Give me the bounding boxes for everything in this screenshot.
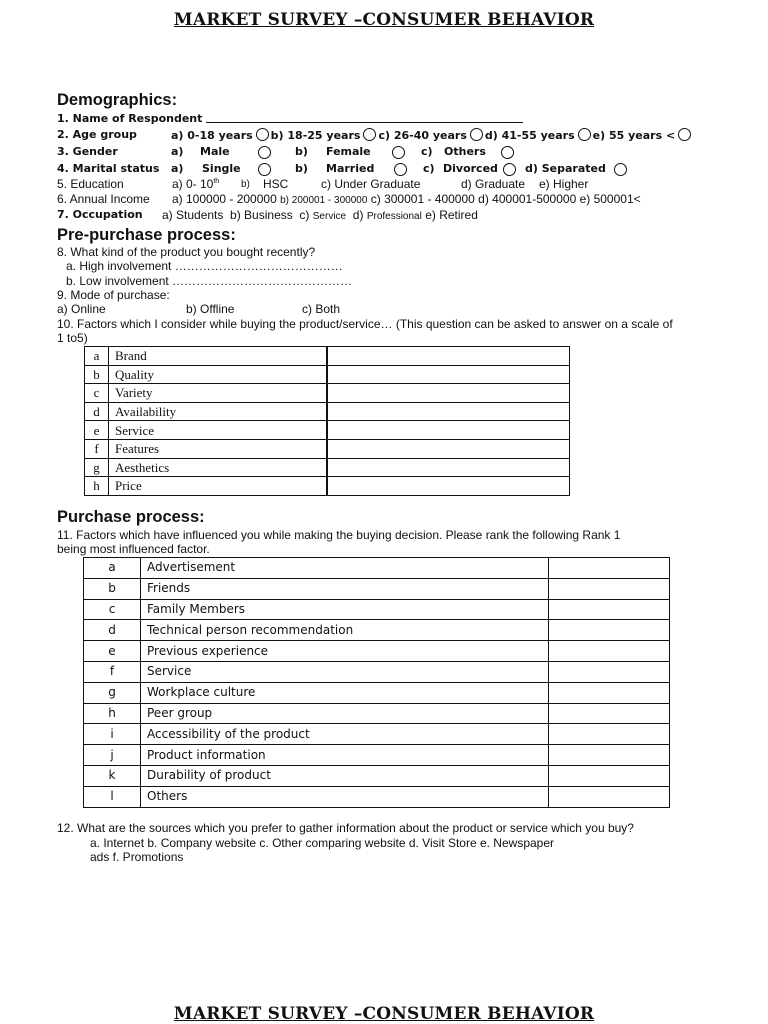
q11-row [84, 620, 670, 641]
q11-row [84, 724, 670, 745]
q9-option-both[interactable]: c) Both [302, 302, 341, 316]
marital-radio-married[interactable] [394, 163, 407, 176]
education-option-b: HSC [263, 177, 289, 191]
q10-row [85, 477, 570, 496]
q12-text-line1: 12. What are the sources which you prefer to gather information about the product or service which you buy? [57, 821, 634, 835]
q8-text: 8. What kind of the product you bought recently? [57, 245, 316, 259]
q11-factor: Product information [141, 745, 549, 766]
q11-letter: a [84, 558, 141, 579]
education-opt-b-letter: b) [241, 179, 250, 190]
marital-radio-separated[interactable] [614, 163, 627, 176]
q10-row [85, 439, 570, 458]
age-option-a: a) 0-18 years [171, 129, 253, 142]
q10-row [85, 365, 570, 384]
q10-answer-cell[interactable] [327, 402, 570, 421]
q11-row [84, 599, 670, 620]
q10-answer-cell[interactable] [327, 458, 570, 477]
age-radio-a[interactable] [256, 128, 269, 141]
q10-text-line1: 10. Factors which I consider while buying the product/service… (This question can be asked to answer on a scale of [57, 317, 673, 331]
q11-factor: Technical person recommendation [141, 620, 549, 641]
q11-factor: Durability of product [141, 765, 549, 786]
q10-text-line2: 1 to5) [57, 331, 88, 345]
q10-factor: Price [109, 477, 328, 496]
q10-row [85, 458, 570, 477]
q10-letter: g [85, 458, 109, 477]
income-options [172, 192, 641, 206]
age-radio-d[interactable] [578, 128, 591, 141]
occupation-options: a) Students b) Business c) Service d) Professional e) Retired [162, 208, 478, 222]
q10-letter: h [85, 477, 109, 496]
marital-opt-a-letter: a) [171, 162, 184, 175]
marital-opt-c-letter: c) [423, 162, 435, 175]
q11-row [84, 558, 670, 579]
q8-option-b[interactable]: b. Low involvement ……………………………………… [66, 274, 353, 288]
q11-letter: l [84, 786, 141, 807]
q11-answer-cell[interactable] [549, 745, 670, 766]
age-radio-b[interactable] [363, 128, 376, 141]
occupation-option-b: b) Business [230, 208, 293, 222]
gender-radio-male[interactable] [258, 146, 271, 159]
gender-opt-b-letter: b) [295, 145, 308, 158]
income-options-c-e: c) 300001 - 400000 d) 400001-500000 e) 500001< [370, 192, 641, 206]
q11-letter: c [84, 599, 141, 620]
q10-answer-cell[interactable] [327, 439, 570, 458]
q11-factor: Workplace culture [141, 682, 549, 703]
income-option-b: b) 200001 - 300000 [280, 195, 368, 206]
q11-factor: Others [141, 786, 549, 807]
q11-answer-cell[interactable] [549, 703, 670, 724]
q11-row [84, 661, 670, 682]
occupation-option-e: e) Retired [425, 208, 478, 222]
occupation-option-d: Professional [366, 211, 422, 222]
gender-option-others: Others [444, 145, 486, 158]
q10-letter: c [85, 384, 109, 403]
q10-row [85, 384, 570, 403]
q11-factor: Family Members [141, 599, 549, 620]
q10-row [85, 421, 570, 440]
q12-text-line2: a. Internet b. Company website c. Other comparing website d. Visit Store e. Newspaper [90, 836, 555, 850]
q11-factor: Accessibility of the product [141, 724, 549, 745]
q11-letter: h [84, 703, 141, 724]
q11-letter: d [84, 620, 141, 641]
q10-letter: e [85, 421, 109, 440]
q10-answer-cell[interactable] [327, 477, 570, 496]
gender-option-female: Female [326, 145, 371, 158]
name-row [57, 112, 523, 125]
q11-letter: j [84, 745, 141, 766]
gender-opt-a-letter: a) [171, 145, 184, 158]
education-label: 5. Education [57, 177, 124, 191]
q10-answer-cell[interactable] [327, 421, 570, 440]
gender-radio-female[interactable] [392, 146, 405, 159]
footer-title: MARKET SURVEY –CONSUMER BEHAVIOR [173, 1004, 595, 1024]
q11-answer-cell[interactable] [549, 641, 670, 662]
q10-answer-cell[interactable] [327, 347, 570, 366]
q12-text-line3: ads f. Promotions [90, 850, 184, 864]
q11-answer-cell[interactable] [549, 682, 670, 703]
q11-answer-cell[interactable] [549, 599, 670, 620]
q10-factor: Variety [109, 384, 328, 403]
gender-label: 3. Gender [57, 145, 118, 158]
q11-row [84, 765, 670, 786]
education-option-c: c) Under Graduate [321, 177, 421, 191]
q10-factor: Aesthetics [109, 458, 328, 477]
q11-answer-cell[interactable] [549, 620, 670, 641]
occupation-label: 7. Occupation [57, 208, 143, 221]
age-label: 2. Age group [57, 128, 137, 141]
q11-answer-cell[interactable] [549, 661, 670, 682]
age-option-e: e) 55 years < [592, 129, 676, 142]
q10-factors-table [84, 346, 570, 496]
q11-row [84, 786, 670, 807]
q10-answer-cell[interactable] [327, 384, 570, 403]
q11-letter: i [84, 724, 141, 745]
q9-text: 9. Mode of purchase: [57, 288, 170, 302]
age-option-d: d) 41-55 years [484, 129, 575, 142]
q11-factor: Friends [141, 578, 549, 599]
q9-option-offline[interactable]: b) Offline [186, 302, 235, 316]
name-label: 1. Name of Respondent [57, 112, 203, 125]
q10-letter: a [85, 347, 109, 366]
age-radio-c[interactable] [470, 128, 483, 141]
q11-answer-cell[interactable] [549, 724, 670, 745]
q10-letter: b [85, 365, 109, 384]
gender-option-male: Male [200, 145, 230, 158]
q10-factor: Quality [109, 365, 328, 384]
q11-letter: b [84, 578, 141, 599]
q11-factor: Peer group [141, 703, 549, 724]
marital-opt-b-letter: b) [295, 162, 308, 175]
q10-factor: Features [109, 439, 328, 458]
q8-option-a[interactable]: a. High involvement …………………………………… [66, 259, 343, 273]
q10-factor: Service [109, 421, 328, 440]
age-option-b: b) 18-25 years [270, 129, 361, 142]
education-option-e: e) Higher [539, 177, 589, 191]
income-option-a: a) 100000 - 200000 [172, 192, 277, 206]
q10-answer-cell[interactable] [327, 365, 570, 384]
q10-row [85, 347, 570, 366]
marital-label: 4. Marital status [57, 162, 160, 175]
occupation-option-a: a) Students [162, 208, 224, 222]
q10-letter: d [85, 402, 109, 421]
marital-radio-divorced[interactable] [503, 163, 516, 176]
q9-option-online[interactable]: a) Online [57, 302, 106, 316]
pre-purchase-heading: Pre-purchase process: [57, 226, 236, 244]
marital-option-divorced: Divorced [443, 162, 498, 175]
q11-row [84, 641, 670, 662]
q11-row [84, 682, 670, 703]
income-label: 6. Annual Income [57, 192, 150, 206]
q11-factor: Advertisement [141, 558, 549, 579]
occupation-option-c: Service [312, 211, 347, 222]
marital-option-separated: d) Separated [525, 162, 606, 175]
q11-letter: k [84, 765, 141, 786]
age-option-c: c) 26-40 years [378, 129, 467, 142]
q11-row [84, 578, 670, 599]
q10-factor: Availability [109, 402, 328, 421]
name-input-line[interactable] [206, 122, 523, 123]
q11-answer-cell[interactable] [549, 558, 670, 579]
q11-row [84, 745, 670, 766]
marital-option-single: Single [202, 162, 241, 175]
purchase-heading: Purchase process: [57, 508, 205, 526]
q11-answer-cell[interactable] [549, 765, 670, 786]
marital-option-married: Married [326, 162, 375, 175]
q10-row [85, 402, 570, 421]
gender-radio-others[interactable] [501, 146, 514, 159]
q11-text-line2: being most influenced factor. [57, 542, 210, 556]
gender-opt-c-letter: c) [421, 145, 433, 158]
q11-row [84, 703, 670, 724]
education-option-d: d) Graduate [461, 177, 526, 191]
q11-factor: Service [141, 661, 549, 682]
age-radio-e[interactable] [678, 128, 691, 141]
q11-rank-table [83, 557, 670, 808]
marital-radio-single[interactable] [258, 163, 271, 176]
q11-answer-cell[interactable] [549, 578, 670, 599]
age-options [171, 128, 693, 142]
q11-factor: Previous experience [141, 641, 549, 662]
q11-letter: g [84, 682, 141, 703]
page-title: MARKET SURVEY –CONSUMER BEHAVIOR [173, 10, 595, 30]
education-option-a: a) 0- 10th [172, 177, 220, 191]
q11-answer-cell[interactable] [549, 786, 670, 807]
q11-letter: f [84, 661, 141, 682]
q11-letter: e [84, 641, 141, 662]
q10-factor: Brand [109, 347, 328, 366]
q11-text-line1: 11. Factors which have influenced you while making the buying decision. Please rank the following Rank 1 [57, 528, 621, 542]
q10-letter: f [85, 439, 109, 458]
demographics-heading: Demographics: [57, 91, 178, 109]
